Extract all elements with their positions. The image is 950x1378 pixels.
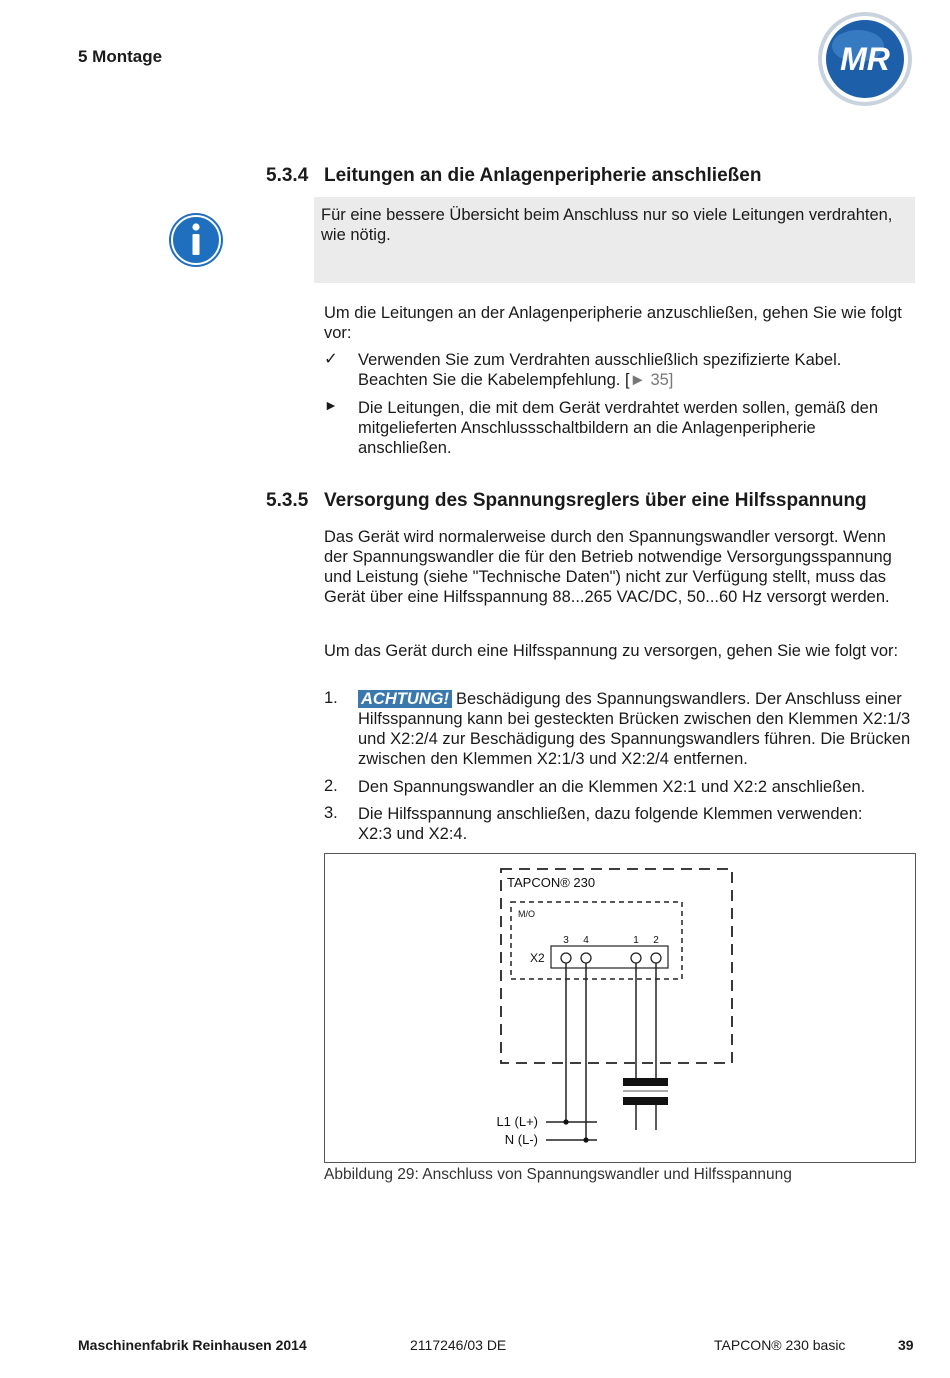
transformer-upper-winding (623, 1078, 668, 1086)
precondition-text: Verwenden Sie zum Verdrahten ausschließlich spezifizierte Kabel. Beachten Sie die Kabelempfehlung. [ (358, 351, 842, 389)
footer-product: TAPCON® 230 basic (714, 1337, 846, 1353)
terminal-3 (561, 953, 571, 963)
junction-dot (583, 1137, 588, 1142)
chapter-heading: 5 Montage (78, 47, 163, 66)
module-label: M/O (518, 909, 535, 919)
connector-label: X2 (530, 951, 545, 965)
action-arrow-icon: ► (324, 397, 338, 413)
step-item-2: Den Spannungswandler an die Klemmen X2:1 und X2:2 anschließen. (358, 778, 866, 796)
warning-badge: ACHTUNG! (358, 690, 452, 708)
terminal-1 (631, 953, 641, 963)
page-number: 39 (898, 1337, 914, 1353)
section-number: 5.3.5 (266, 490, 309, 511)
logo-text: MR (840, 41, 890, 77)
section-title: Versorgung des Spannungsreglers über eine Hilfsspannung (324, 490, 867, 511)
section-title: Leitungen an die Anlagenperipherie anschließen (324, 165, 762, 186)
step-item-1 (358, 689, 916, 769)
wiring-diagram-frame (324, 853, 916, 1163)
pin-label: 2 (653, 935, 659, 946)
paragraph-instruction: Um das Gerät durch eine Hilfsspannung zu versorgen, gehen Sie wie folgt vor: (324, 642, 899, 660)
pin-label: 3 (563, 935, 569, 946)
section-number: 5.3.4 (266, 165, 309, 186)
note-text: Für eine bessere Übersicht beim Anschluss nur so viele Leitungen verdrahten, wie nötig. (321, 206, 893, 244)
device-label: TAPCON® 230 (507, 875, 596, 890)
precondition-item (358, 350, 908, 390)
step-number: 2. (324, 777, 338, 795)
step-number: 3. (324, 804, 338, 822)
step-number: 1. (324, 689, 338, 707)
terminal-4 (581, 953, 591, 963)
transformer-lower-winding (623, 1097, 668, 1105)
wiring-diagram (325, 854, 915, 1162)
check-icon: ✓ (324, 350, 338, 368)
mr-logo (816, 10, 914, 108)
terminal-2 (651, 953, 661, 963)
footer-company: Maschinenfabrik Reinhausen 2014 (78, 1337, 307, 1353)
footer-doc-number: 2117246/03 DE (410, 1337, 507, 1353)
page-reference-link[interactable]: ► 35] (629, 371, 674, 389)
step-text: Beschädigung des Spannungswandlers. Der Anschluss einer Hilfsspannung kann bei gesteckten Brücken zwischen den Klemmen X2:1/3 und X2:2/4 zur Beschädigung des Spannungswandlers führen. Die Brücken zwischen den Klemmen X2:1/3 und X2:2/4 entfernen. (358, 690, 911, 768)
section-heading-534 (266, 165, 761, 187)
info-icon (168, 212, 224, 268)
action-item-text: Die Leitungen, die mit dem Gerät verdrahtet werden sollen, gemäß den mitgelieferten Anschlussschaltbildern an die Anlagenperipherie anschließen. (358, 399, 879, 457)
paragraph-supply: Das Gerät wird normalerweise durch den Spannungswandler versorgt. Wenn der Spannungswandler die für den Betrieb notwendige Versorgungsspannung und Leistung (siehe "Technische Daten") nicht zur Verfügung stellt, muss das Gerät über eine Hilfsspannung 88...265 VAC/DC, 50...60 Hz versorgt werden. (324, 528, 892, 606)
figure-caption: Abbildung 29: Anschluss von Spannungswandler und Hilfsspannung (324, 1166, 792, 1183)
line-label-n: N (L-) (504, 1132, 538, 1147)
section-heading-535 (266, 490, 867, 512)
intro-paragraph: Um die Leitungen an der Anlagenperipherie anzuschließen, gehen Sie wie folgt vor: (324, 304, 902, 342)
device-boundary (501, 869, 732, 1063)
step-item-3: Die Hilfsspannung anschließen, dazu folgende Klemmen verwenden: X2:3 und X2:4. (358, 805, 863, 843)
pin-label: 4 (583, 935, 589, 946)
junction-dot (563, 1119, 568, 1124)
line-label-l1: L1 (L+) (496, 1114, 538, 1129)
pin-label: 1 (633, 935, 639, 946)
